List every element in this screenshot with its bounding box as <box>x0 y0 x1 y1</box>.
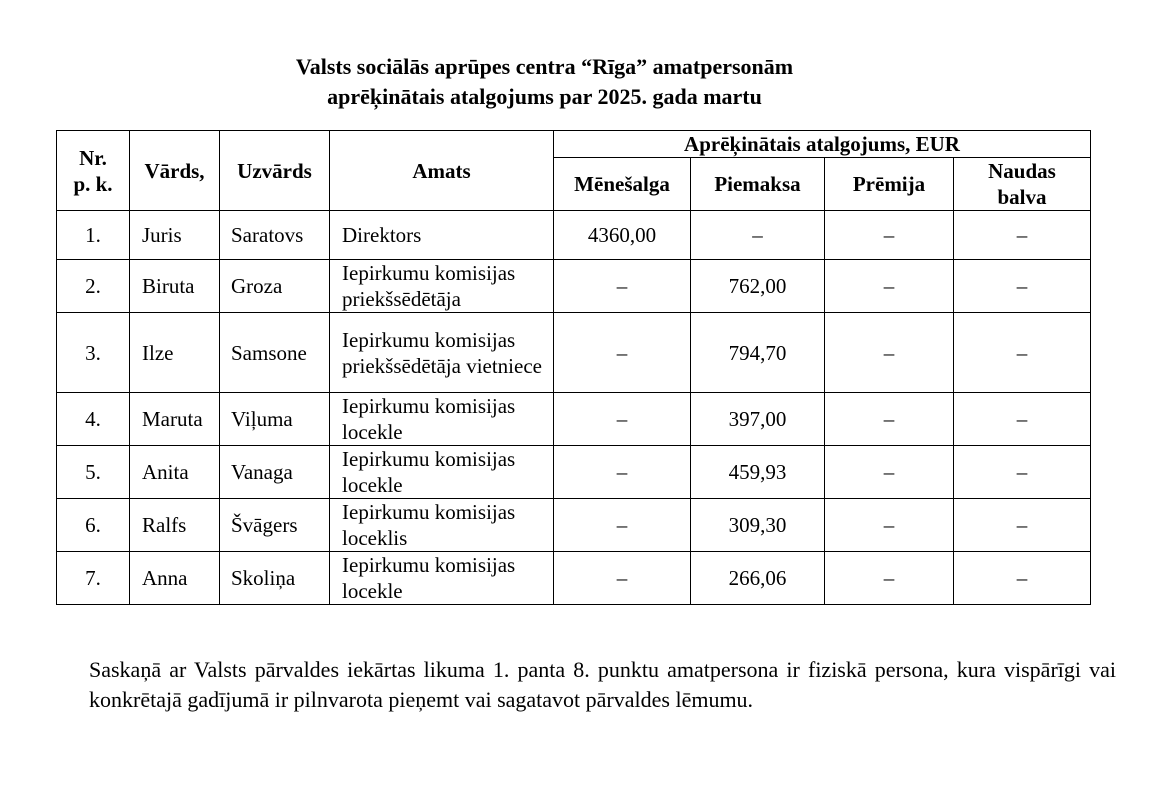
cell-piemaksa: 794,70 <box>691 313 825 393</box>
header-menesalga: Mēnešalga <box>554 158 691 211</box>
cell-vards: Anna <box>130 552 220 605</box>
cell-premija: – <box>825 499 954 552</box>
cell-nr: 6. <box>57 499 130 552</box>
cell-amats: Iepirkumu komisijas locekle <box>330 552 554 605</box>
cell-nr: 5. <box>57 446 130 499</box>
table-row <box>57 552 1091 605</box>
cell-naudas-balva: – <box>954 211 1091 260</box>
document-title-line-1: Valsts sociālās aprūpes centra “Rīga” amatpersonām <box>295 54 794 79</box>
table-row <box>57 499 1091 552</box>
cell-menesalga: 4360,00 <box>554 211 691 260</box>
cell-amats: Iepirkumu komisijas loceklis <box>330 499 554 552</box>
cell-piemaksa: 762,00 <box>691 260 825 313</box>
header-premija: Prēmija <box>825 158 954 211</box>
cell-premija: – <box>825 211 954 260</box>
salary-table <box>56 130 1091 605</box>
cell-piemaksa: 266,06 <box>691 552 825 605</box>
cell-uzvards: Samsone <box>220 313 330 393</box>
cell-vards: Ralfs <box>130 499 220 552</box>
header-piemaksa: Piemaksa <box>691 158 825 211</box>
table-row <box>57 446 1091 499</box>
legal-footnote: Saskaņā ar Valsts pārvaldes iekārtas likuma 1. panta 8. punktu amatpersona ir fiziskā persona, kura vispārīgi vai konkrētajā gadījumā ir pilnvarota pieņemt vai sagatavot pārvaldes lēmumu. <box>89 657 1116 712</box>
cell-vards: Ilze <box>130 313 220 393</box>
cell-uzvards: Švāgers <box>220 499 330 552</box>
cell-amats: Iepirkumu komisijas priekšsēdētāja <box>330 260 554 313</box>
cell-menesalga: – <box>554 499 691 552</box>
cell-naudas-balva: – <box>954 393 1091 446</box>
cell-naudas-balva: – <box>954 260 1091 313</box>
header-naudas-balva <box>954 158 1091 211</box>
cell-piemaksa: 397,00 <box>691 393 825 446</box>
cell-premija: – <box>825 313 954 393</box>
cell-uzvards: Saratovs <box>220 211 330 260</box>
cell-premija: – <box>825 446 954 499</box>
table-row <box>57 313 1091 393</box>
cell-vards: Anita <box>130 446 220 499</box>
table-row <box>57 393 1091 446</box>
cell-nr: 7. <box>57 552 130 605</box>
cell-naudas-balva: – <box>954 552 1091 605</box>
header-uzvards <box>220 131 330 211</box>
cell-vards: Maruta <box>130 393 220 446</box>
cell-piemaksa: – <box>691 211 825 260</box>
table-row <box>57 211 1091 260</box>
cell-vards: Biruta <box>130 260 220 313</box>
header-uzvards-label: Uzvārds <box>237 158 312 183</box>
cell-menesalga: – <box>554 313 691 393</box>
cell-piemaksa: 309,30 <box>691 499 825 552</box>
header-group-atalgojums: Aprēķinātais atalgojums, EUR <box>554 131 1091 158</box>
cell-naudas-balva: – <box>954 446 1091 499</box>
cell-naudas-balva: – <box>954 313 1091 393</box>
cell-amats: Iepirkumu komisijas priekšsēdētāja vietniece <box>330 313 554 393</box>
cell-naudas-balva: – <box>954 499 1091 552</box>
cell-vards: Juris <box>130 211 220 260</box>
cell-premija: – <box>825 552 954 605</box>
cell-amats: Direktors <box>330 211 554 260</box>
cell-nr: 2. <box>57 260 130 313</box>
cell-uzvards: Groza <box>220 260 330 313</box>
cell-amats: Iepirkumu komisijas locekle <box>330 446 554 499</box>
cell-menesalga: – <box>554 260 691 313</box>
cell-nr: 4. <box>57 393 130 446</box>
cell-nr: 3. <box>57 313 130 393</box>
header-amats-label: Amats <box>412 158 471 183</box>
header-vards <box>130 131 220 211</box>
cell-uzvards: Vanaga <box>220 446 330 499</box>
cell-menesalga: – <box>554 552 691 605</box>
cell-menesalga: – <box>554 446 691 499</box>
table-row <box>57 260 1091 313</box>
header-nr-label: Nr. p. k. <box>73 145 113 196</box>
header-vards-label: Vārds, <box>144 158 205 183</box>
cell-amats: Iepirkumu komisijas locekle <box>330 393 554 446</box>
cell-nr: 1. <box>57 211 130 260</box>
cell-piemaksa: 459,93 <box>691 446 825 499</box>
header-amats <box>330 131 554 211</box>
cell-uzvards: Viļuma <box>220 393 330 446</box>
header-nr <box>57 131 130 211</box>
header-naudas-balva-label: Naudas balva <box>988 159 1056 209</box>
cell-premija: – <box>825 260 954 313</box>
cell-premija: – <box>825 393 954 446</box>
cell-menesalga: – <box>554 393 691 446</box>
cell-uzvards: Skoliņa <box>220 552 330 605</box>
document-title-line-2: aprēķinātais atalgojums par 2025. gada martu <box>327 84 762 109</box>
